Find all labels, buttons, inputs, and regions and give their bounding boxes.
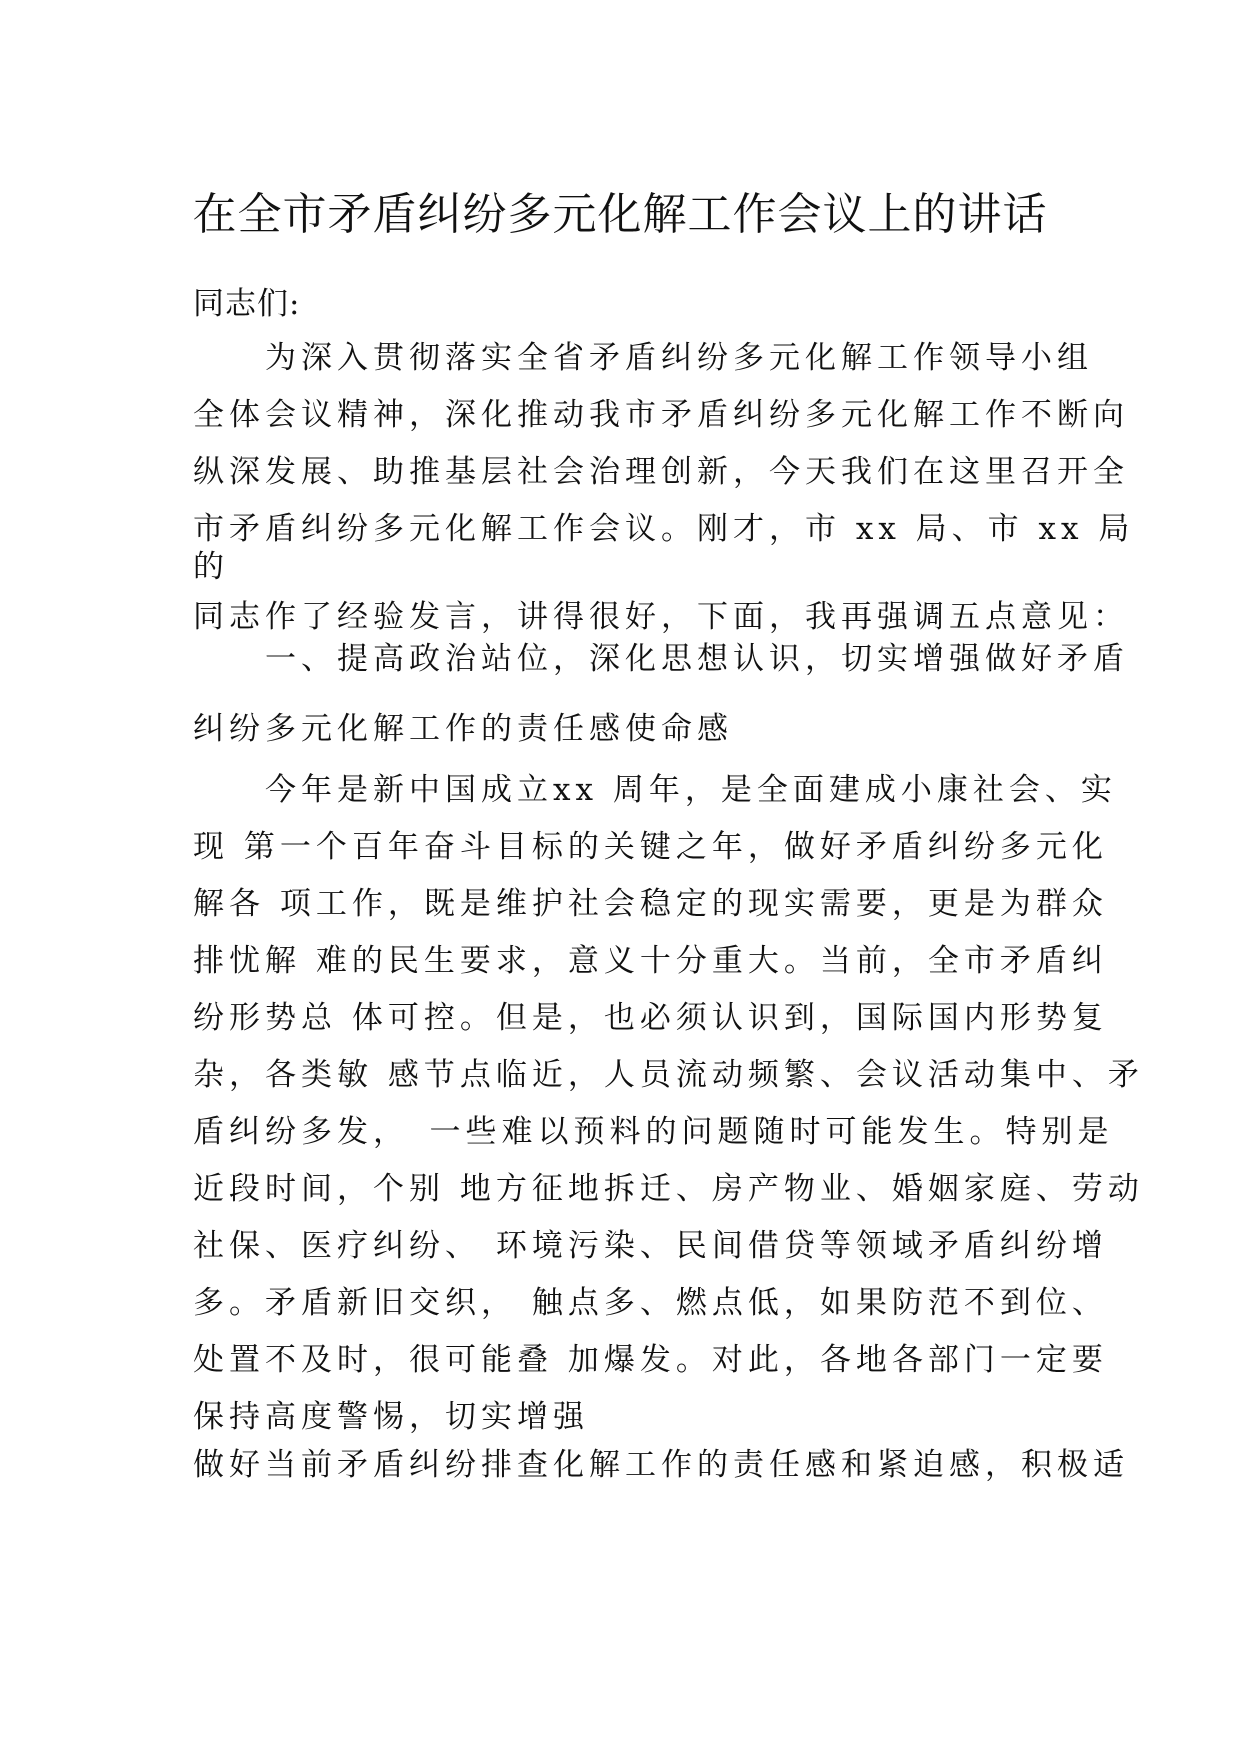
text-line: 今年是新中国成立xx 周年，是全面建成小康社会、实: [193, 772, 1117, 808]
text-line: 为深入贯彻落实全省矛盾纠纷多元化解工作领导小组: [193, 340, 1093, 376]
heading-line: 一、提高政治站位，深化思想认识，切实增强做好矛盾: [193, 641, 1129, 677]
text-line: 纷形势总 体可控。但是，也必须认识到，国际国内形势复: [193, 1000, 1108, 1036]
text-line: 纵深发展、助推基层社会治理创新，今天我们在这里召开全: [193, 454, 1129, 490]
text-line: 现 第一个百年奋斗目标的关键之年，做好矛盾纠纷多元化: [193, 829, 1108, 865]
text-line: 全体会议精神，深化推动我市矛盾纠纷多元化解工作不断向: [193, 397, 1129, 433]
heading-line: 纠纷多元化解工作的责任感使命感: [193, 711, 733, 747]
text-line: 保持高度警惕，切实增强: [193, 1399, 589, 1435]
text-line: 做好当前矛盾纠纷排查化解工作的责任感和紧迫感，积极适: [193, 1447, 1129, 1483]
text-line: 杂，各类敏 感节点临近，人员流动频繁、会议活动集中、矛: [193, 1057, 1144, 1093]
text-line: 市矛盾纠纷多元化解工作会议。刚才，市 xx 局、市 xx 局: [193, 511, 1135, 547]
text-line: 多。矛盾新旧交织， 触点多、燃点低，如果防范不到位、: [193, 1285, 1108, 1321]
text-line: 同志作了经验发言，讲得很好，下面，我再强调五点意见：: [193, 599, 1129, 635]
text-line: 的: [193, 549, 229, 585]
intro-paragraph: [193, 330, 1135, 646]
text-line: 解各 项工作，既是维护社会稳定的现实需要，更是为群众: [193, 886, 1108, 922]
section-heading: [193, 624, 1129, 764]
text-line: 处置不及时，很可能叠 加爆发。对此，各地各部门一定要: [193, 1342, 1108, 1378]
section-body-paragraph: [193, 762, 1144, 1494]
salutation: 同志们:: [193, 286, 301, 322]
text-line: 排忧解 难的民生要求，意义十分重大。当前，全市矛盾纠: [193, 943, 1108, 979]
text-line: 盾纠纷多发， 一些难以预料的问题随时可能发生。特别是: [193, 1114, 1114, 1150]
text-line: 社保、医疗纠纷、 环境污染、民间借贷等领域矛盾纠纷增: [193, 1228, 1108, 1264]
document-title: 在全市矛盾纠纷多元化解工作会议上的讲话: [192, 189, 1048, 240]
text-line: 近段时间，个别 地方征地拆迁、房产物业、婚姻家庭、劳动: [193, 1171, 1144, 1207]
